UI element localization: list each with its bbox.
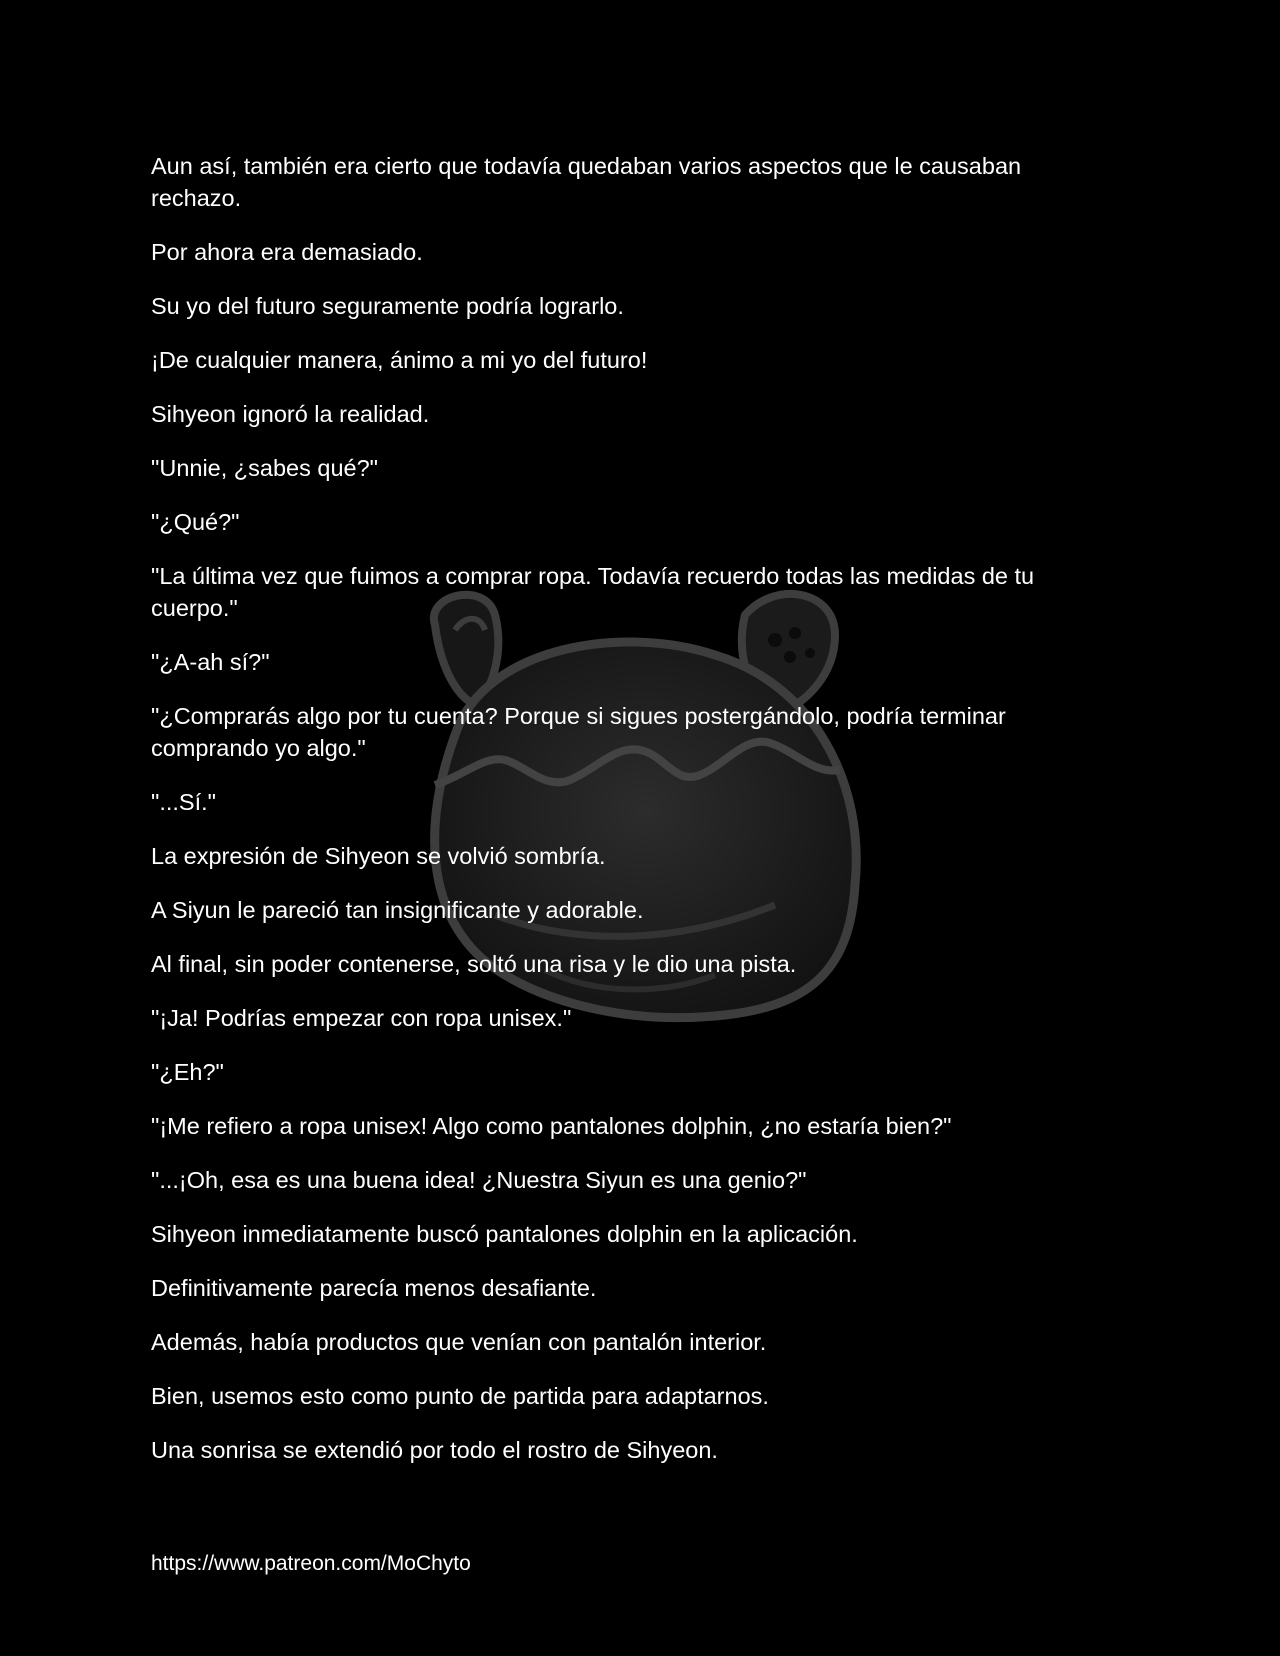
paragraph: "¿Eh?" [151, 1059, 224, 1085]
paragraph: "¿A-ah sí?" [151, 649, 270, 675]
paragraph: "...Sí." [151, 789, 217, 815]
paragraph: Una sonrisa se extendió por todo el rostro de Sihyeon. [151, 1437, 718, 1463]
paragraph: "...¡Oh, esa es una buena idea! ¿Nuestra Siyun es una genio?" [151, 1167, 807, 1193]
paragraph: "La última vez que fuimos a comprar ropa. Todavía recuerdo todas las medidas de tu cuerpo." [151, 563, 1035, 621]
paragraph: "¿Comprarás algo por tu cuenta? Porque si sigues postergándolo, podría terminar comprando yo algo." [151, 703, 1006, 761]
paragraph: "¡Me refiero a ropa unisex! Algo como pantalones dolphin, ¿no estaría bien?" [151, 1113, 952, 1139]
paragraph: "¡Ja! Podrías empezar con ropa unisex." [151, 1005, 572, 1031]
paragraph: "¿Qué?" [151, 509, 240, 535]
paragraph: Por ahora era demasiado. [151, 239, 423, 265]
paragraph: Bien, usemos esto como punto de partida para adaptarnos. [151, 1383, 769, 1409]
paragraph: Sihyeon ignoró la realidad. [151, 401, 430, 427]
paragraph: Además, había productos que venían con pantalón interior. [151, 1329, 767, 1355]
paragraph: Al final, sin poder contenerse, soltó una risa y le dio una pista. [151, 951, 797, 977]
paragraph: A Siyun le pareció tan insignificante y adorable. [151, 897, 644, 923]
paragraph: Definitivamente parecía menos desafiante. [151, 1275, 597, 1301]
paragraph: Sihyeon inmediatamente buscó pantalones dolphin en la aplicación. [151, 1221, 858, 1247]
patreon-link[interactable]: https://www.patreon.com/MoChyto [151, 1552, 471, 1575]
paragraph: ¡De cualquier manera, ánimo a mi yo del futuro! [151, 347, 648, 373]
paragraph: La expresión de Sihyeon se volvió sombría. [151, 843, 606, 869]
paragraph: Su yo del futuro seguramente podría lograrlo. [151, 293, 624, 319]
story-text [151, 150, 1111, 1488]
paragraph: Aun así, también era cierto que todavía quedaban varios aspectos que le causaban rechazo. [151, 153, 1022, 211]
paragraph: "Unnie, ¿sabes qué?" [151, 455, 379, 481]
